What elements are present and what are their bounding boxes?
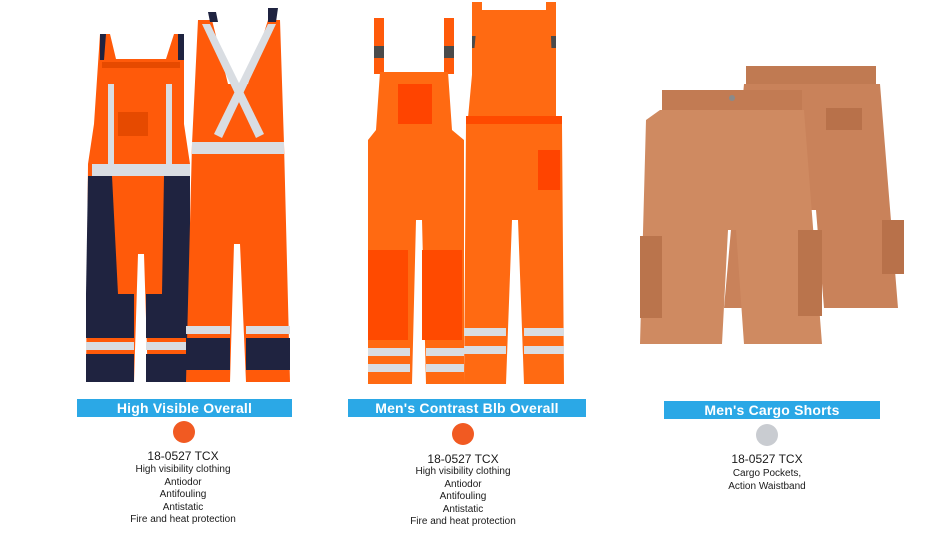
color-swatch <box>173 421 195 443</box>
mens-contrast-bib-overall-image <box>360 0 570 386</box>
color-code: 18-0527 TCX <box>731 452 803 466</box>
feature-list <box>353 466 573 529</box>
feature-item: Cargo Pockets, <box>732 468 802 479</box>
feature-item: Antiodor <box>164 476 202 488</box>
color-swatch <box>756 424 778 446</box>
feature-list <box>657 468 877 493</box>
product-title-banner: High Visible Overall <box>77 399 292 417</box>
feature-item: Antifouling <box>159 489 207 501</box>
high-visible-overall-image <box>78 4 300 386</box>
feature-item: High visibility clothing <box>415 466 511 477</box>
feature-item: Fire and heat protection <box>130 514 236 526</box>
feature-item: High visibility clothing <box>135 464 231 475</box>
mens-cargo-shorts-image <box>636 60 908 352</box>
product-title-banner: Men's Cargo Shorts <box>664 401 880 419</box>
front-bib-illustration <box>368 18 464 384</box>
front-overall-illustration <box>86 34 190 382</box>
feature-item: Fire and heat protection <box>410 516 516 528</box>
back-bib-illustration <box>464 2 564 384</box>
feature-list <box>73 464 293 527</box>
feature-item: Antistatic <box>442 503 484 515</box>
feature-item: Action Waistband <box>728 480 806 492</box>
back-overall-illustration <box>186 8 290 382</box>
feature-item: Antistatic <box>162 501 204 513</box>
color-swatch <box>452 423 474 445</box>
feature-item: Antiodor <box>444 478 482 490</box>
color-code: 18-0527 TCX <box>427 452 499 466</box>
feature-item: Antifouling <box>439 491 487 503</box>
color-code: 18-0527 TCX <box>147 449 219 463</box>
product-title-banner: Men's Contrast Blb Overall <box>348 399 586 417</box>
